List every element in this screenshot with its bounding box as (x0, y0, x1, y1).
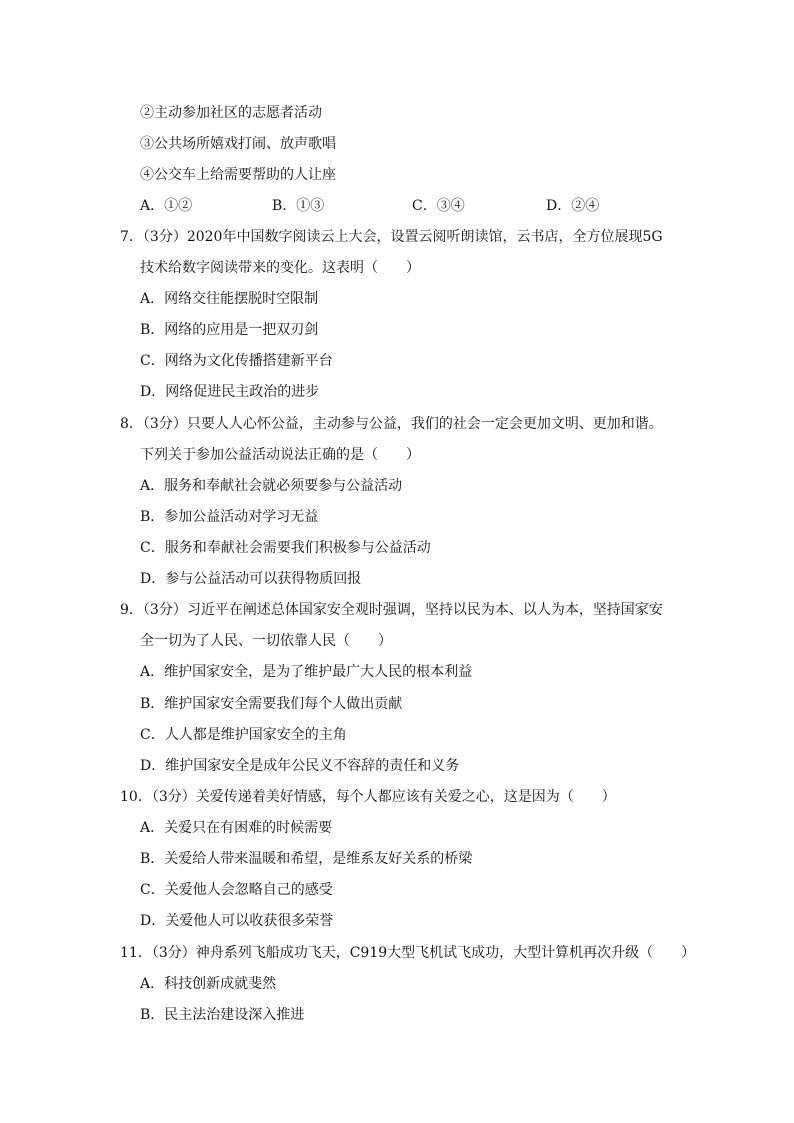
q11-stem-line1: 11．（3分）神舟系列飞船成功飞天，C919大型飞机试飞成功，大型计算机再次升级（ ） (120, 945, 696, 961)
prev-option-c: C．③④ (412, 198, 465, 214)
q9-option-a: A．维护国家安全，是为了维护最广大人民的根本利益 (140, 664, 473, 680)
prev-item-3: ③公共场所嬉戏打闹、放声歌唱 (140, 136, 336, 152)
prev-option-b: B．①③ (272, 198, 325, 214)
q11-option-a: A．科技创新成就斐然 (140, 976, 277, 992)
prev-item-2: ②主动参加社区的志愿者活动 (140, 105, 322, 121)
prev-option-a: A．①② (140, 198, 193, 214)
q10-option-a: A．关爱只在有困难的时候需要 (140, 820, 333, 836)
q8-option-b: B．参加公益活动对学习无益 (140, 509, 319, 525)
q7-option-c: C．网络为文化传播搭建新平台 (140, 353, 333, 369)
q10-option-d: D．关爱他人可以收获很多荣誉 (140, 913, 334, 929)
q9-stem-line1: 9．（3分）习近平在阐述总体国家安全观时强调，坚持以民为本、以人为本，坚持国家安 (120, 602, 663, 618)
q9-option-c: C．人人都是维护国家安全的主角 (140, 727, 347, 743)
q10-stem-line1: 10．（3分）关爱传递着美好情感，每个人都应该有关爱之心，这是因为（ ） (120, 789, 616, 805)
q10-option-c: C．关爱他人会忽略自己的感受 (140, 882, 333, 898)
prev-item-4: ④公交车上给需要帮助的人让座 (140, 167, 336, 183)
q8-option-c: C．服务和奉献社会需要我们积极参与公益活动 (140, 540, 431, 556)
q8-option-d: D．参与公益活动可以获得物质回报 (140, 571, 362, 587)
q8-stem-line2: 下列关于参加公益活动说法正确的是（ ） (140, 447, 420, 463)
q8-stem-line1: 8．（3分）只要人人心怀公益，主动参与公益，我们的社会一定会更加文明、更加和谐。 (120, 416, 663, 432)
q7-stem-line2: 技术给数字阅读带来的变化。这表明（ ） (140, 260, 420, 276)
q10-option-b: B．关爱给人带来温暖和希望，是维系友好关系的桥梁 (140, 851, 473, 867)
q9-option-b: B．维护国家安全需要我们每个人做出贡献 (140, 696, 403, 712)
q11-option-b: B．民主法治建设深入推进 (140, 1007, 305, 1023)
q9-stem-line2: 全一切为了人民、一切依靠人民（ ） (140, 633, 392, 649)
q7-option-b: B．网络的应用是一把双刃剑 (140, 322, 319, 338)
prev-option-d: D．②④ (546, 198, 600, 214)
q9-option-d: D．维护国家安全是成年公民义不容辞的责任和义务 (140, 758, 460, 774)
q8-option-a: A．服务和奉献社会就必须要参与公益活动 (140, 478, 403, 494)
q7-option-d: D．网络促进民主政治的进步 (140, 384, 320, 400)
q7-stem-line1: 7．（3分）2020年中国数字阅读云上大会，设置云阅听朗读馆，云书店，全方位展现5G (120, 229, 663, 245)
q7-option-a: A．网络交往能摆脱时空限制 (140, 291, 319, 307)
